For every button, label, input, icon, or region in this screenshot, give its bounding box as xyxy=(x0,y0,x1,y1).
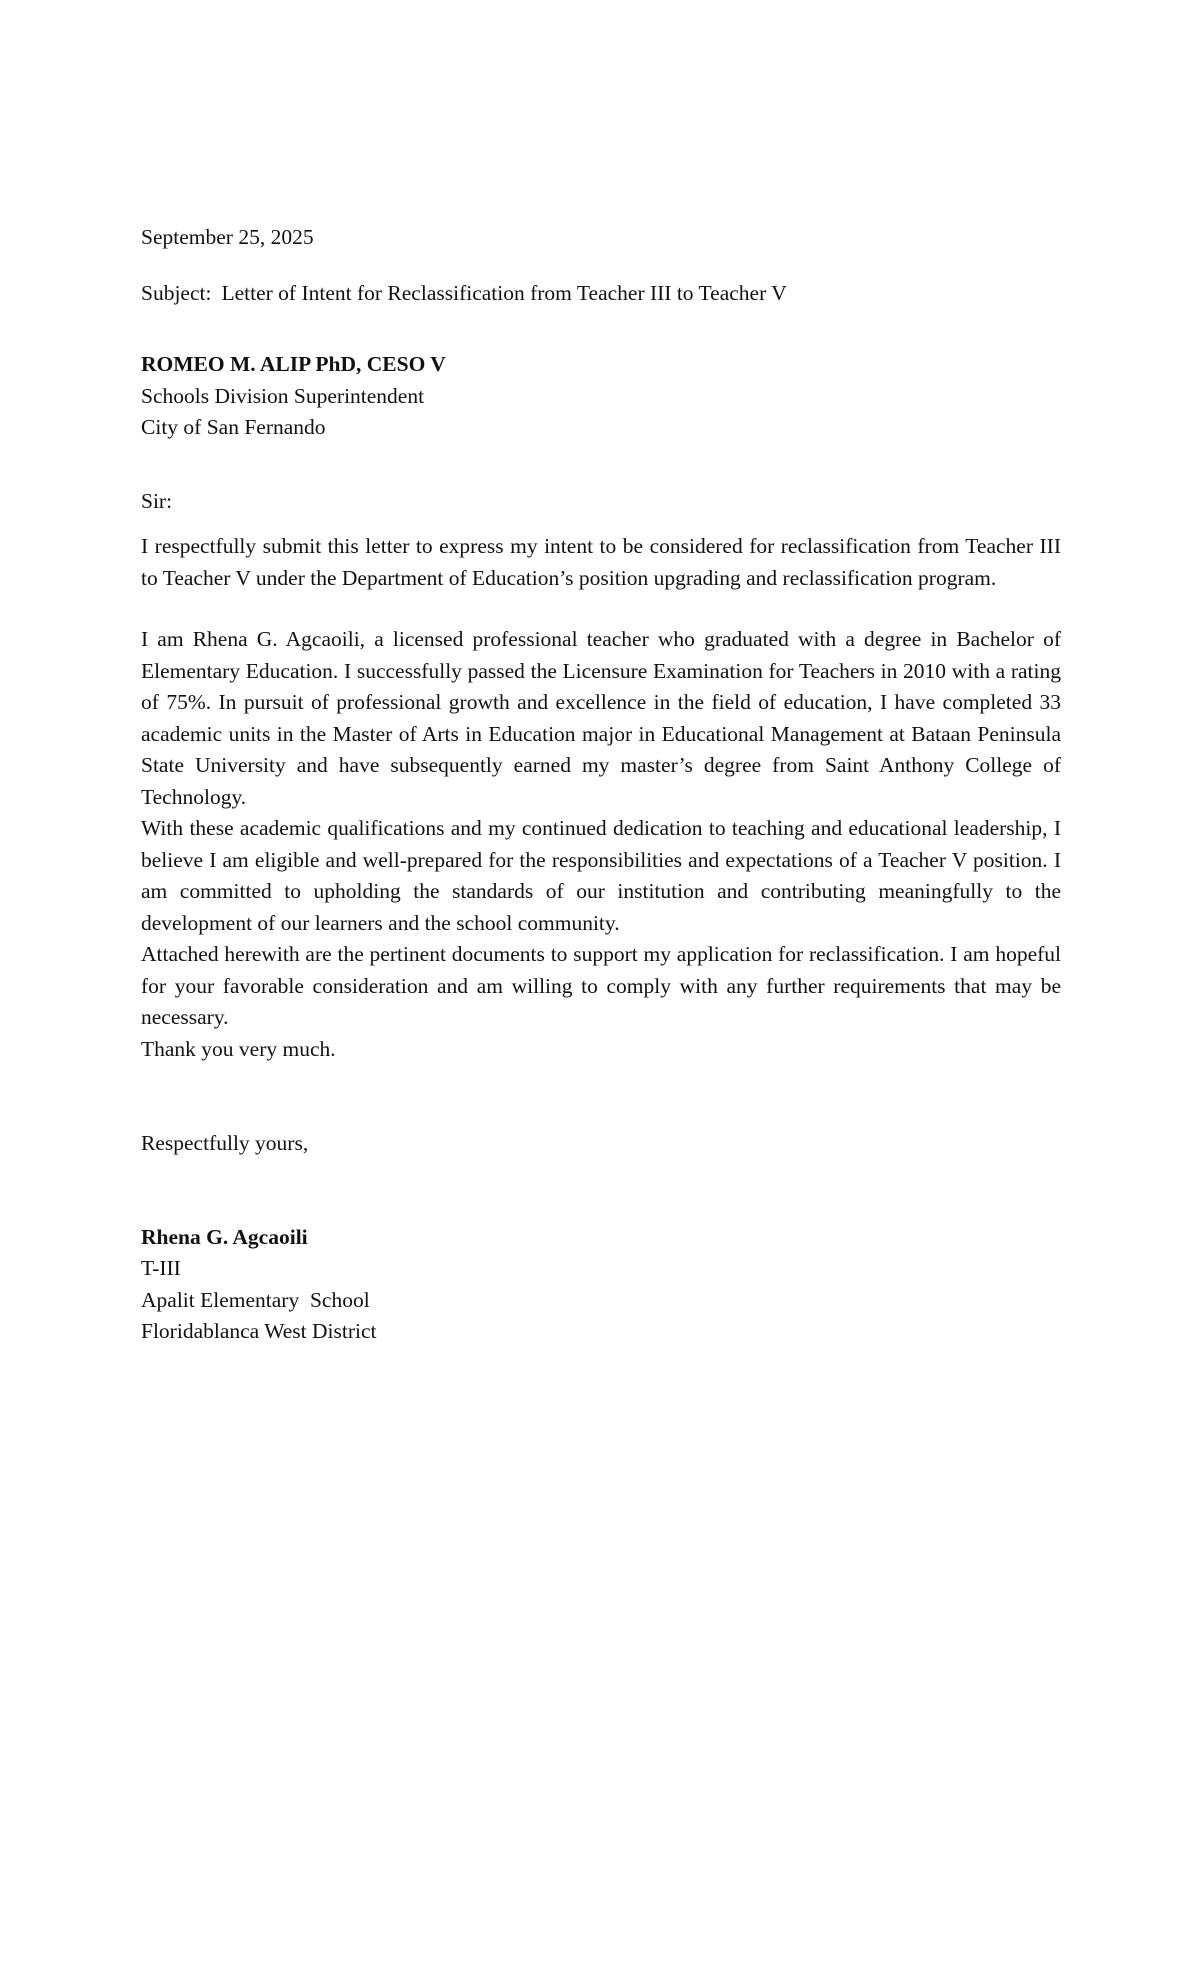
recipient-location: City of San Fernando xyxy=(141,415,326,439)
signatory-school: Apalit Elementary School xyxy=(141,1287,370,1312)
signatory-name: Rhena G. Agcaoili xyxy=(141,1224,308,1249)
subject-text: Letter of Intent for Reclassification from Teacher III to Teacher V xyxy=(221,280,787,305)
letter-date: September 25, 2025 xyxy=(141,225,314,249)
subject-line xyxy=(141,278,1061,310)
salutation: Sir: xyxy=(141,488,173,513)
signatory-position: T-III xyxy=(141,1256,181,1280)
letter-body xyxy=(141,222,1061,1348)
signatory-district: Floridablanca West District xyxy=(141,1319,377,1343)
paragraph-intent: I respectfully submit this letter to express my intent to be considered for reclassification from Teacher III to Teacher V under the Department of Education’s position upgrading and reclassification program. xyxy=(141,534,1061,590)
recipient-title: Schools Division Superintendent xyxy=(141,383,425,408)
thanks-line: Thank you very much. xyxy=(141,1036,336,1061)
closing-line: Respectfully yours, xyxy=(141,1131,309,1155)
recipient-name: ROMEO M. ALIP PhD, CESO V xyxy=(141,352,446,376)
subject-label: Subject: xyxy=(141,280,212,305)
paragraph-background: I am Rhena G. Agcaoili, a licensed professional teacher who graduated with a degree in Bachelor of Elementary Education. I successfully passed the Licensure Examination for Teachers in 2010 with a rating of 75%. In pursuit of professional growth and excellence in the field of education, I have completed 33 academic units in the Master of Arts in Education major in Educational Management at Bataan Peninsula State University and have subsequently earned my master’s degree from Saint Anthony College of Technology. xyxy=(141,627,1061,809)
paragraph-qualifications: With these academic qualifications and my continued dedication to teaching and educational leadership, I believe I am eligible and well-prepared for the responsibilities and expectations of a Teacher V position. I am committed to upholding the standards of our institution and contributing meaningfully to the development of our learners and the school community. xyxy=(141,816,1061,935)
paragraph-attachments: Attached herewith are the pertinent documents to support my application for reclassification. I am hopeful for your favorable consideration and am willing to comply with any further requirements that may be necessary. xyxy=(141,942,1061,1029)
